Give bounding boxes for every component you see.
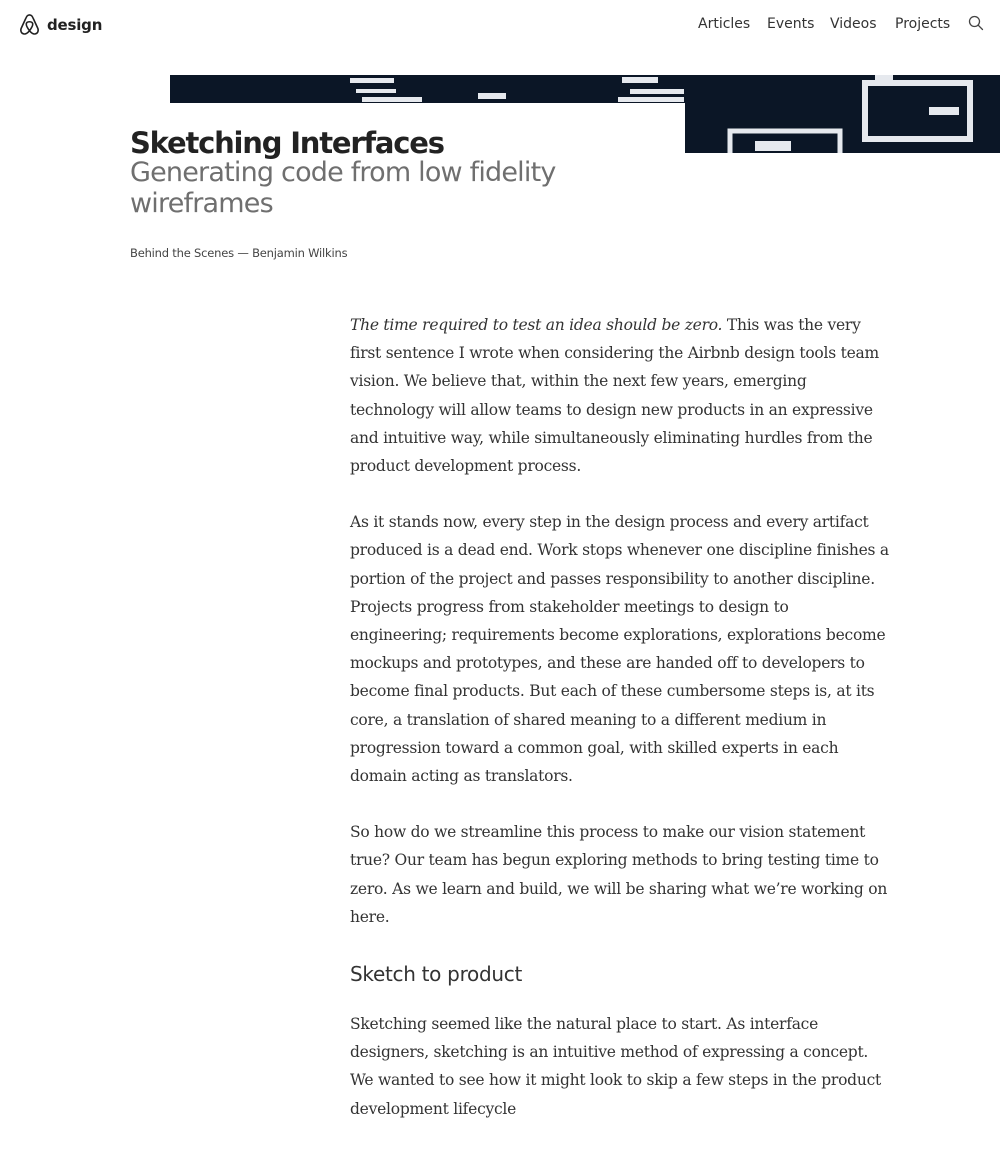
nav-projects[interactable]: Projects	[895, 16, 951, 32]
main-nav	[0, 16, 1000, 36]
paragraph: So how do we streamline this process to make our vision statement true? Our team has begun exploring methods to bring testing time to zero. As we learn and build, we will be sharing what we’re working on here.	[350, 823, 888, 926]
sketch-artwork-wireframe	[685, 75, 1000, 153]
nav-videos[interactable]: Videos	[830, 16, 877, 32]
paragraph: As it stands now, every step in the design process and every artifact produced is a dead end. Work stops whenever one discipline finishes a portion of the project and passes responsibility to another discipline. Projects progress from stakeholder meetings to design to engineering; requirements become explorations, explorations become mockups and prototypes, and these are handed off to developers to become final products. But each of these cumbersome steps is, at its core, a translation of shared meaning to a different medium in progression toward a common goal, with skilled experts in each domain acting as translators.	[350, 513, 889, 786]
nav-articles[interactable]: Articles	[698, 16, 751, 32]
paragraph-lead: The time required to test an idea should be zero.	[350, 316, 723, 334]
section-heading: Sketch to product	[350, 962, 522, 987]
article-subtitle: Generating code from low fidelity wireframes	[130, 157, 556, 219]
paragraph-text: This was the very first sentence I wrote when considering the Airbnb design tools team vision. We believe that, within the next few years, emerging technology will allow teams to design new products in an expressive and intuitive way, while simultaneously eliminating hurdles from the product development process.	[350, 316, 879, 476]
paragraph	[350, 311, 890, 480]
search-icon[interactable]	[968, 15, 984, 31]
article-title: Sketching Interfaces	[130, 126, 444, 160]
article-body	[350, 311, 890, 1151]
hero-image-block	[685, 75, 1000, 153]
paragraph: Sketching seemed like the natural place to start. As interface designers, sketching is an intuitive method of expressing a concept. We wanted to see how it might look to skip a few steps in the product development lifecycle	[350, 1015, 881, 1118]
logo-wordmark: design	[47, 16, 103, 34]
nav-events[interactable]: Events	[767, 16, 815, 32]
article-byline: Behind the Scenes — Benjamin Wilkins	[130, 246, 348, 260]
